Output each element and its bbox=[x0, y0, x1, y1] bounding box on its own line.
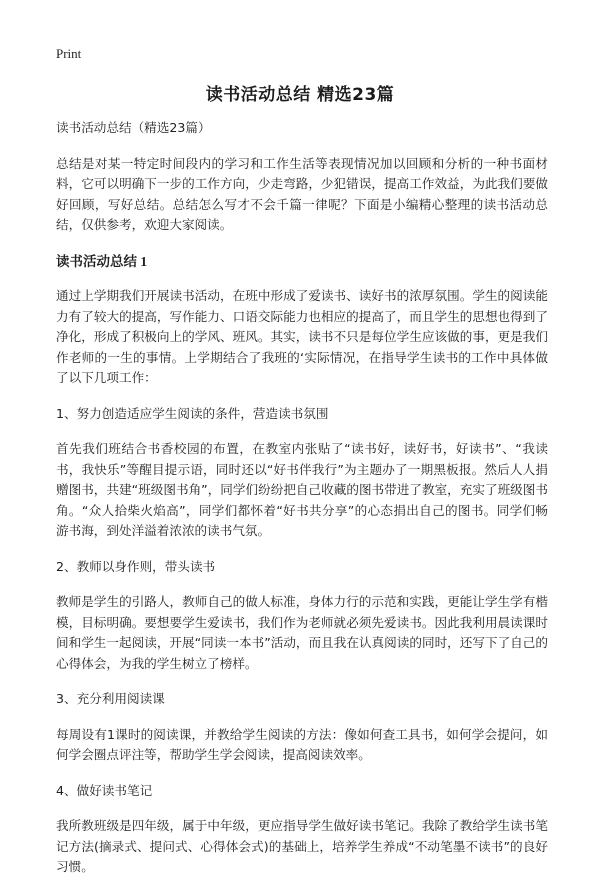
section-intro-paragraph: 通过上学期我们开展读书活动，在班中形成了爱读书、读好书的浓厚氛围。学生的阅读能力有了较大的提高，写作能力、口语交际能力也相应的提高了，而且学生的思想也得到了净化，形成了积极向上的学风、班风。其实，读书不只是每位学生应该做的事，更是我们作老师的一生的事情。上学期结合了我班的‘实际情况，在指导学生读书的工作中具体做了以下几项工作： bbox=[56, 288, 548, 385]
step-heading-1: 1、努力创造适应学生阅读的条件，营造读书氛围 bbox=[56, 405, 329, 421]
article-subtitle: 读书活动总结（精选23篇） bbox=[56, 120, 211, 135]
step-body-1: 首先我们班结合书香校园的布置，在教室内张贴了“读书好，读好书，好读书”、“我读书，我快乐”等醒目提示语，同时还以“好书伴我行”为主题办了一期黑板报。然后人人捐赠图书，共建“班级图书角”，同学们纷纷把自己收藏的图书带进了教室，充实了班级图书角。“众人拾柴火焰高”，同学们都怀着“好书共分享”的心态捐出自己的图书。同学们畅游书海，到处洋溢着浓浓的读书气氛。 bbox=[56, 441, 548, 538]
step-heading-3: 3、充分利用阅读课 bbox=[56, 691, 165, 706]
section-heading: 读书活动总结 1 bbox=[56, 253, 148, 269]
page-title: 读书活动总结 精选23篇 bbox=[205, 85, 395, 105]
print-link[interactable]: Print bbox=[56, 46, 82, 61]
step-heading-4: 4、做好读书笔记 bbox=[56, 782, 153, 798]
step-heading-2: 2、教师以身作则，带头读书 bbox=[56, 558, 216, 574]
step-body-2: 教师是学生的引路人，教师自己的做人标准，身体力行的示范和实践，更能让学生学有楷模，目标明确。要想要学生爱读书，我们作为老师就必须先爱读书。因此我利用晨读课时间和学生一起阅读，开展“同读一本书”活动，而且我在认真阅读的同时，还写下了自己的心得体会，为我的学生树立了榜样。 bbox=[56, 594, 548, 671]
article-body bbox=[56, 118, 548, 893]
step-body-4: 我所教班级是四年级，属于中年级，更应指导学生做好读书笔记。我除了教给学生读书笔记方法(摘录式、提问式、心得体会式)的基础上，培养学生养成“不动笔墨不读书”的良好习惯。 bbox=[56, 818, 548, 874]
intro-paragraph: 总结是对某一特定时间段内的学习和工作生活等表现情况加以回顾和分析的一种书面材料，它可以明确下一步的工作方向，少走弯路，少犯错误，提高工作效益，为此我们要做好回顾，写好总结。总结怎么写才不会千篇一律呢？下面是小编精心整理的读书活动总结，仅供参考，欢迎大家阅读。 bbox=[56, 155, 548, 232]
step-body-3: 每周设有1课时的阅读课，并教给学生阅读的方法：像如何查工具书，如何学会提问，如何学会圈点评注等，帮助学生学会阅读，提高阅读效率。 bbox=[56, 726, 548, 762]
